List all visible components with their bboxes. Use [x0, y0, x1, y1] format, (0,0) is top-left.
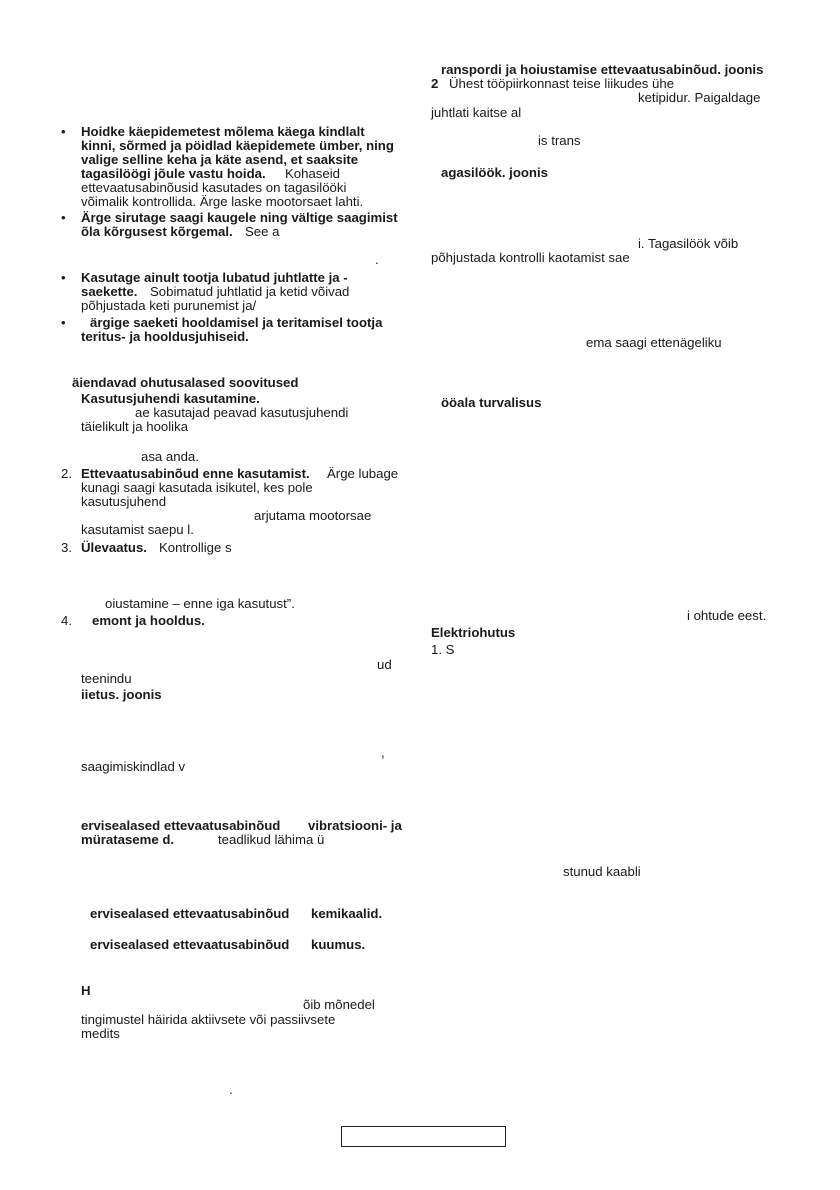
- text-line: Ärge lubage: [327, 466, 399, 481]
- section-heading: äiendavad ohutusalased soovitused: [72, 375, 299, 390]
- text-line: ettevaatusabinõusid kasutades on tagasilööki: [81, 180, 347, 195]
- text-line: Ühest tööpiirkonnast teise liikudes ühe: [449, 76, 675, 91]
- section-heading: ranspordi ja hoiustamise ettevaatusabinõud. joonis: [441, 62, 764, 77]
- text-line: Sobimatud juhtlatid ja ketid võivad: [150, 284, 350, 299]
- text-line: Kohaseid: [285, 166, 340, 181]
- text-line: Kasutage ainult tootja lubatud juhtlatte ja -: [81, 270, 348, 285]
- bullet: •: [61, 124, 66, 139]
- text-line: saekette.: [81, 284, 138, 299]
- text-line: i. Tagasilöök võib: [638, 236, 739, 251]
- text-line: tingimustel häirida aktiivsete või passiivsete: [81, 1012, 336, 1027]
- item-title: ervisealased ettevaatusabinõud: [81, 818, 281, 833]
- text-line: ud: [377, 657, 392, 672]
- text-line: asa anda.: [141, 449, 199, 464]
- text-line: kinni, sõrmed ja pöidlad käepidemete ümber, ning: [81, 138, 394, 153]
- text-line: põhjustada keti purunemist ja/: [81, 298, 257, 313]
- item-title: Ülevaatus.: [81, 540, 147, 555]
- text-line: Hoidke käepidemetest mõlema käega kindlalt: [81, 124, 365, 139]
- text-line: See a: [245, 224, 280, 239]
- text-line: .: [229, 1082, 233, 1097]
- text-line: is trans: [538, 133, 581, 148]
- text-line: kasutusjuhend: [81, 494, 167, 509]
- text-line: kasutamist saepu l.: [81, 522, 194, 537]
- section-heading: ööala turvalisus: [441, 395, 542, 410]
- item-title: kemikaalid.: [311, 906, 383, 921]
- text-line: ,: [381, 745, 385, 760]
- item-number: 2.: [61, 466, 72, 481]
- section-heading: agasilöök. joonis: [441, 165, 548, 180]
- text-line: 1. S: [431, 642, 455, 657]
- text-line: õib mõnedel: [303, 997, 375, 1012]
- text-line: valige selline keha ja käte asend, et saaksite: [81, 152, 359, 167]
- bullet: •: [61, 210, 66, 225]
- item-title: Kasutusjuhendi kasutamine.: [81, 391, 260, 406]
- text-line: stunud kaabli: [563, 864, 641, 879]
- item-title: ervisealased ettevaatusabinõud: [90, 937, 290, 952]
- item-title: H: [81, 983, 91, 998]
- text-line: ema saagi ettenägeliku: [586, 335, 722, 350]
- text-line: Kontrollige s: [159, 540, 232, 555]
- text-line: võimalik kontrollida. Ärge laske mootorsaet lahti.: [81, 194, 364, 209]
- text-line: teadlikud lähima ü: [218, 832, 325, 847]
- text-line: tagasilöögi jõule vastu hoida.: [81, 166, 266, 181]
- bullet: •: [61, 315, 66, 330]
- item-number: 4.: [61, 613, 72, 628]
- item-title: emont ja hooldus.: [92, 613, 205, 628]
- item-number: 3.: [61, 540, 72, 555]
- text-line: teritus- ja hooldusjuhiseid.: [81, 329, 249, 344]
- text-line: medits: [81, 1026, 120, 1041]
- page-footer-box: [341, 1126, 506, 1147]
- text-line: i ohtude eest.: [687, 608, 767, 623]
- item-title: iietus. joonis: [81, 687, 162, 702]
- item-title: vibratsiooni- ja: [308, 818, 402, 833]
- text-line: arjutama mootorsae: [254, 508, 372, 523]
- item-number: 2: [431, 76, 439, 91]
- text-line: ärgige saeketi hooldamisel ja teritamisel tootja: [90, 315, 383, 330]
- text-line: saagimiskindlad v: [81, 759, 186, 774]
- text-line: oiustamine – enne iga kasutust”.: [105, 596, 295, 611]
- text-line: .: [375, 252, 379, 267]
- item-title: ervisealased ettevaatusabinõud: [90, 906, 290, 921]
- text-line: Ärge sirutage saagi kaugele ning vältige saagimist: [81, 210, 398, 225]
- text-line: õla kõrgusest kõrgemal.: [81, 224, 233, 239]
- text-line: põhjustada kontrolli kaotamist sae: [431, 250, 630, 265]
- section-heading: Elektriohutus: [431, 625, 516, 640]
- text-line: ae kasutajad peavad kasutusjuhendi: [135, 405, 349, 420]
- text-line: juhtlati kaitse al: [431, 105, 522, 120]
- text-line: kunagi saagi kasutada isikutel, kes pole: [81, 480, 313, 495]
- item-title: mürataseme d.: [81, 832, 175, 847]
- item-title: Ettevaatusabinõud enne kasutamist.: [81, 466, 310, 481]
- item-title: kuumus.: [311, 937, 366, 952]
- text-line: teenindu: [81, 671, 132, 686]
- text-line: ketipidur. Paigaldage: [638, 90, 761, 105]
- bullet: •: [61, 270, 66, 285]
- text-line: täielikult ja hoolika: [81, 419, 189, 434]
